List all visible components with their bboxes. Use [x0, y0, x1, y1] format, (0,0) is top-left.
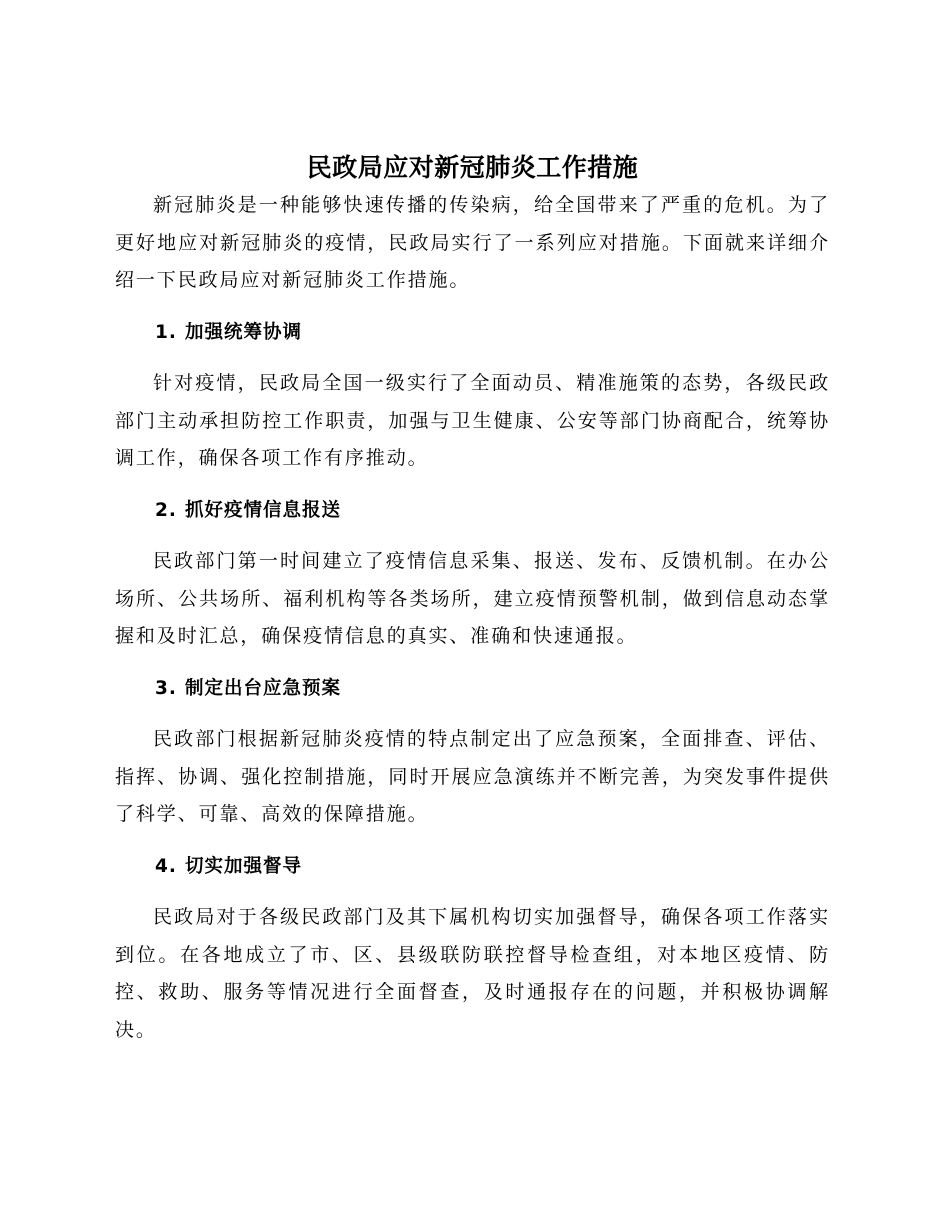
section-3: [115, 670, 830, 834]
section-body: 民政局对于各级民政部门及其下属机构切实加强督导，确保各项工作落实到位。在各地成立了市、区、县级联防联控督导检查组，对本地区疫情、防控、救助、服务等情况进行全面督查，及时通报存在的问题，并积极协调解决。: [115, 906, 830, 1041]
section-number: 2.: [155, 499, 177, 521]
document-title: 民政局应对新冠肺炎工作措施: [306, 153, 639, 182]
section-heading: [155, 492, 830, 530]
section-number: 3.: [155, 677, 177, 699]
section-title: 制定出台应急预案: [185, 677, 342, 699]
section-title: 加强统筹协调: [185, 321, 303, 343]
section-body: 民政部门根据新冠肺炎疫情的特点制定出了应急预案，全面排查、评估、指挥、协调、强化控制措施，同时开展应急演练并不断完善，为突发事件提供了科学、可靠、高效的保障措施。: [115, 728, 830, 825]
section-title: 抓好疫情信息报送: [185, 499, 342, 521]
section-1: [115, 314, 830, 478]
section-number: 4.: [155, 855, 177, 877]
section-4: [115, 848, 830, 1050]
section-2: [115, 492, 830, 656]
document-page: [115, 150, 830, 1049]
section-title: 切实加强督导: [185, 855, 303, 877]
section-heading: [155, 848, 830, 886]
section-heading: [155, 314, 830, 352]
section-body: 民政部门第一时间建立了疫情信息采集、报送、发布、反馈机制。在办公场所、公共场所、福利机构等各类场所，建立疫情预警机制，做到信息动态掌握和及时汇总，确保疫情信息的真实、准确和快速通报。: [115, 550, 830, 647]
section-body: 针对疫情，民政局全国一级实行了全面动员、精准施策的态势，各级民政部门主动承担防控工作职责，加强与卫生健康、公安等部门协商配合，统筹协调工作，确保各项工作有序推动。: [115, 372, 830, 469]
section-number: 1.: [155, 321, 177, 343]
intro-paragraph: 新冠肺炎是一种能够快速传播的传染病，给全国带来了严重的危机。为了更好地应对新冠肺炎的疫情，民政局实行了一系列应对措施。下面就来详细介绍一下民政局应对新冠肺炎工作措施。: [115, 194, 830, 291]
section-heading: [155, 670, 830, 708]
